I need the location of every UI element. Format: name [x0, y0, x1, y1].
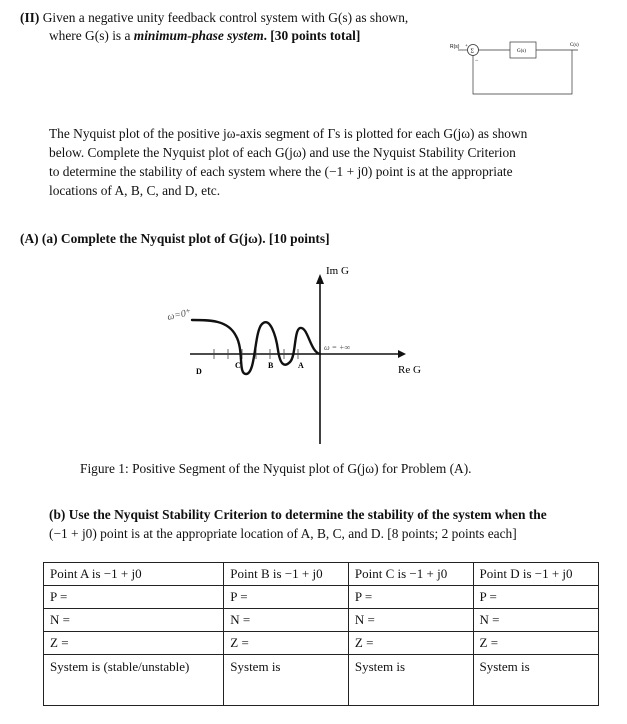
point-a-label: A — [298, 361, 304, 370]
cell-z-b[interactable]: Z = — [224, 632, 349, 655]
intro-line-1: The Nyquist plot of the positive jω-axis segment of Γs is plotted for each G(jω) as shown — [49, 126, 528, 141]
point-c-label: C — [235, 361, 241, 370]
header-point-d: Point D is −1 + j0 — [473, 563, 599, 586]
cell-p-d[interactable]: P = — [473, 586, 599, 609]
table-row-z — [44, 632, 599, 655]
problem-points: . [30 points total] — [263, 28, 361, 43]
diagram-minus-sign: − — [475, 58, 479, 64]
cell-n-b[interactable]: N = — [224, 609, 349, 632]
header-point-b: Point B is −1 + j0 — [224, 563, 349, 586]
problem-number: (II) — [20, 10, 40, 25]
header-point-a: Point A is −1 + j0 — [44, 563, 224, 586]
feedback-path — [470, 48, 572, 94]
cell-n-d[interactable]: N = — [473, 609, 599, 632]
intro-line-2: below. Complete the Nyquist plot of each G(jω) and use the Nyquist Stability Criterion — [49, 145, 516, 160]
point-d-label: D — [196, 367, 202, 376]
table-row-system — [44, 655, 599, 706]
cell-sys-a[interactable]: System is (stable/unstable) — [44, 655, 224, 706]
cell-z-a[interactable]: Z = — [44, 632, 224, 655]
table-row-n — [44, 609, 599, 632]
cell-z-c[interactable]: Z = — [348, 632, 473, 655]
part-b-line-2: (−1 + j0) point is at the appropriate location of A, B, C, and D. [8 points; 2 points each] — [49, 526, 517, 541]
cell-p-b[interactable]: P = — [224, 586, 349, 609]
problem-statement — [20, 9, 408, 27]
diagram-input-label: R(s) — [450, 44, 460, 50]
nyquist-plot — [150, 258, 450, 448]
problem-line-1: Given a negative unity feedback control system with G(s) as shown, — [42, 10, 409, 25]
intro-line-3: to determine the stability of each system where the (−1 + j0) point is at the appropriate — [49, 164, 513, 179]
part-a-heading: (A) (a) Complete the Nyquist plot of G(jω). [10 points] — [20, 231, 330, 246]
header-point-c: Point C is −1 + j0 — [348, 563, 473, 586]
imag-axis-arrowhead — [316, 274, 324, 284]
point-b-label: B — [268, 361, 274, 370]
cell-sys-c[interactable]: System is — [348, 655, 473, 706]
real-axis-arrowhead — [398, 350, 406, 358]
re-axis-label: Re G — [398, 364, 421, 376]
cell-n-a[interactable]: N = — [44, 609, 224, 632]
omega-zero-label: ω=0⁺ — [166, 307, 193, 323]
cell-p-a[interactable]: P = — [44, 586, 224, 609]
problem-line-2a: where G(s) is a — [49, 28, 134, 43]
diagram-plant-label: G(s) — [517, 49, 526, 54]
figure-caption: Figure 1: Positive Segment of the Nyquist plot of G(jω) for Problem (A). — [80, 461, 472, 476]
problem-line-2 — [49, 27, 360, 45]
stability-table — [43, 562, 599, 706]
cell-z-d[interactable]: Z = — [473, 632, 599, 655]
table-header-row — [44, 563, 599, 586]
im-axis-label: Im G — [326, 265, 349, 277]
part-b-line-1: (b) Use the Nyquist Stability Criterion to determine the stability of the system when the — [49, 507, 547, 522]
feedback-block-diagram — [448, 36, 618, 98]
diagram-plus-sign: + — [465, 44, 468, 49]
omega-infinity-label: ω = +∞ — [324, 343, 351, 352]
cell-sys-d[interactable]: System is — [473, 655, 599, 706]
diagram-output-label: C(s) — [570, 43, 579, 48]
cell-sys-b[interactable]: System is — [224, 655, 349, 706]
table-row-p — [44, 586, 599, 609]
intro-line-4: locations of A, B, C, and D, etc. — [49, 183, 221, 198]
cell-n-c[interactable]: N = — [348, 609, 473, 632]
diagram-sum-symbol: Σ — [470, 48, 474, 55]
problem-emphasis: minimum-phase system — [133, 28, 264, 43]
cell-p-c[interactable]: P = — [348, 586, 473, 609]
